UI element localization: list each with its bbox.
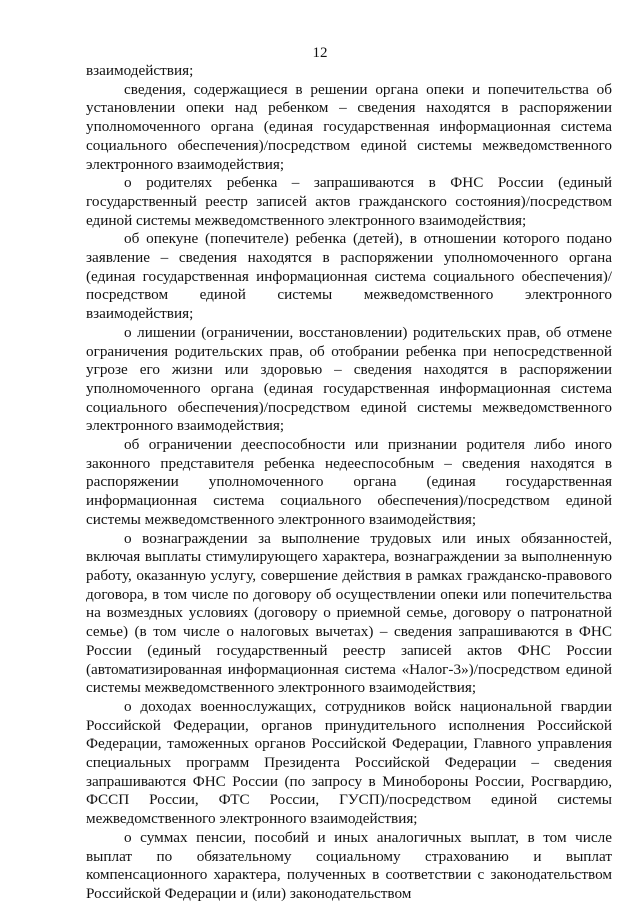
paragraph-pension-benefits: о суммах пенсии, пособий и иных аналогичных выплат, в том числе выплат по обязательному социальному страхованию и выплат компенсационного характера, полученных в соответствии с законодательством Российской Федерации и (или) законодательством [86, 828, 612, 902]
paragraph-military-income: о доходах военнослужащих, сотрудников войск национальной гвардии Российской Федерации, органов принудительного исполнения Российской Федерации, таможенных органов Российской Федерации, Главного управления специальных программ Президента Российской Федерации – сведения запрашиваются ФНС России (по запросу в Минобороны России, Росгвардию, ФССП России, ФТС России, ГУСП)/посредством единой системы межведомственного электронного взаимодействия; [86, 697, 612, 828]
paragraph-guardianship-decision: сведения, содержащиеся в решении органа опеки и попечительства об установлении опеки над ребенком – сведения находятся в распоряжении уполномоченного органа (единая государственная информационная система социального обеспечения)/посредством единой системы межведомственного электронного взаимодействия; [86, 80, 612, 173]
paragraph-remuneration: о вознаграждении за выполнение трудовых или иных обязанностей, включая выплаты стимулирующего характера, вознаграждении за выполненную работу, оказанную услугу, совершение действия в рамках гражданско-правового договора, в том числе по договору об осуществлении опеки или попечительства на возмездных условиях (договору о приемной семье, договору о патронатной семье) (в том числе о налоговых вычетах) – сведения запрашиваются в ФНС России (единый государственный реестр записей актов ФНС России (автоматизированная информационная система «Налог-3»)/посредством единой системы межведомственного электронного взаимодействия; [86, 529, 612, 697]
page-number: 12 [312, 45, 328, 61]
paragraph-guardian: об опекуне (попечителе) ребенка (детей), в отношении которого подано заявление – сведения находятся в распоряжении уполномоченного органа (единая государственная информационная система социального обеспечения)/посредством единой системы межведомственного электронного взаимодействия; [86, 230, 612, 323]
paragraph-child-parents: о родителях ребенка – запрашиваются в ФНС России (единый государственный реестр записей актов гражданского состояния)/посредством единой системы межведомственного электронного взаимодействия; [86, 174, 612, 229]
paragraph-parental-rights: о лишении (ограничении, восстановлении) родительских прав, об отмене ограничения родительских прав, об отобрании ребенка при непосредственной угрозе его жизни или здоровью – сведения находятся в распоряжении уполномоченного органа (единая государственная информационная система социального обеспечения)/посредством единой системы межведомственного электронного взаимодействия; [86, 323, 612, 435]
body-text [86, 62, 612, 904]
paragraph-continuation: взаимодействия; [86, 62, 194, 79]
paragraph-legal-capacity: об ограничении дееспособности или признании родителя либо иного законного представителя ребенка недееспособным – сведения находятся в распоряжении уполномоченного органа (единая государственная информационная система социального обеспечения)/посредством единой системы межведомственного электронного взаимодействия; [86, 436, 612, 528]
